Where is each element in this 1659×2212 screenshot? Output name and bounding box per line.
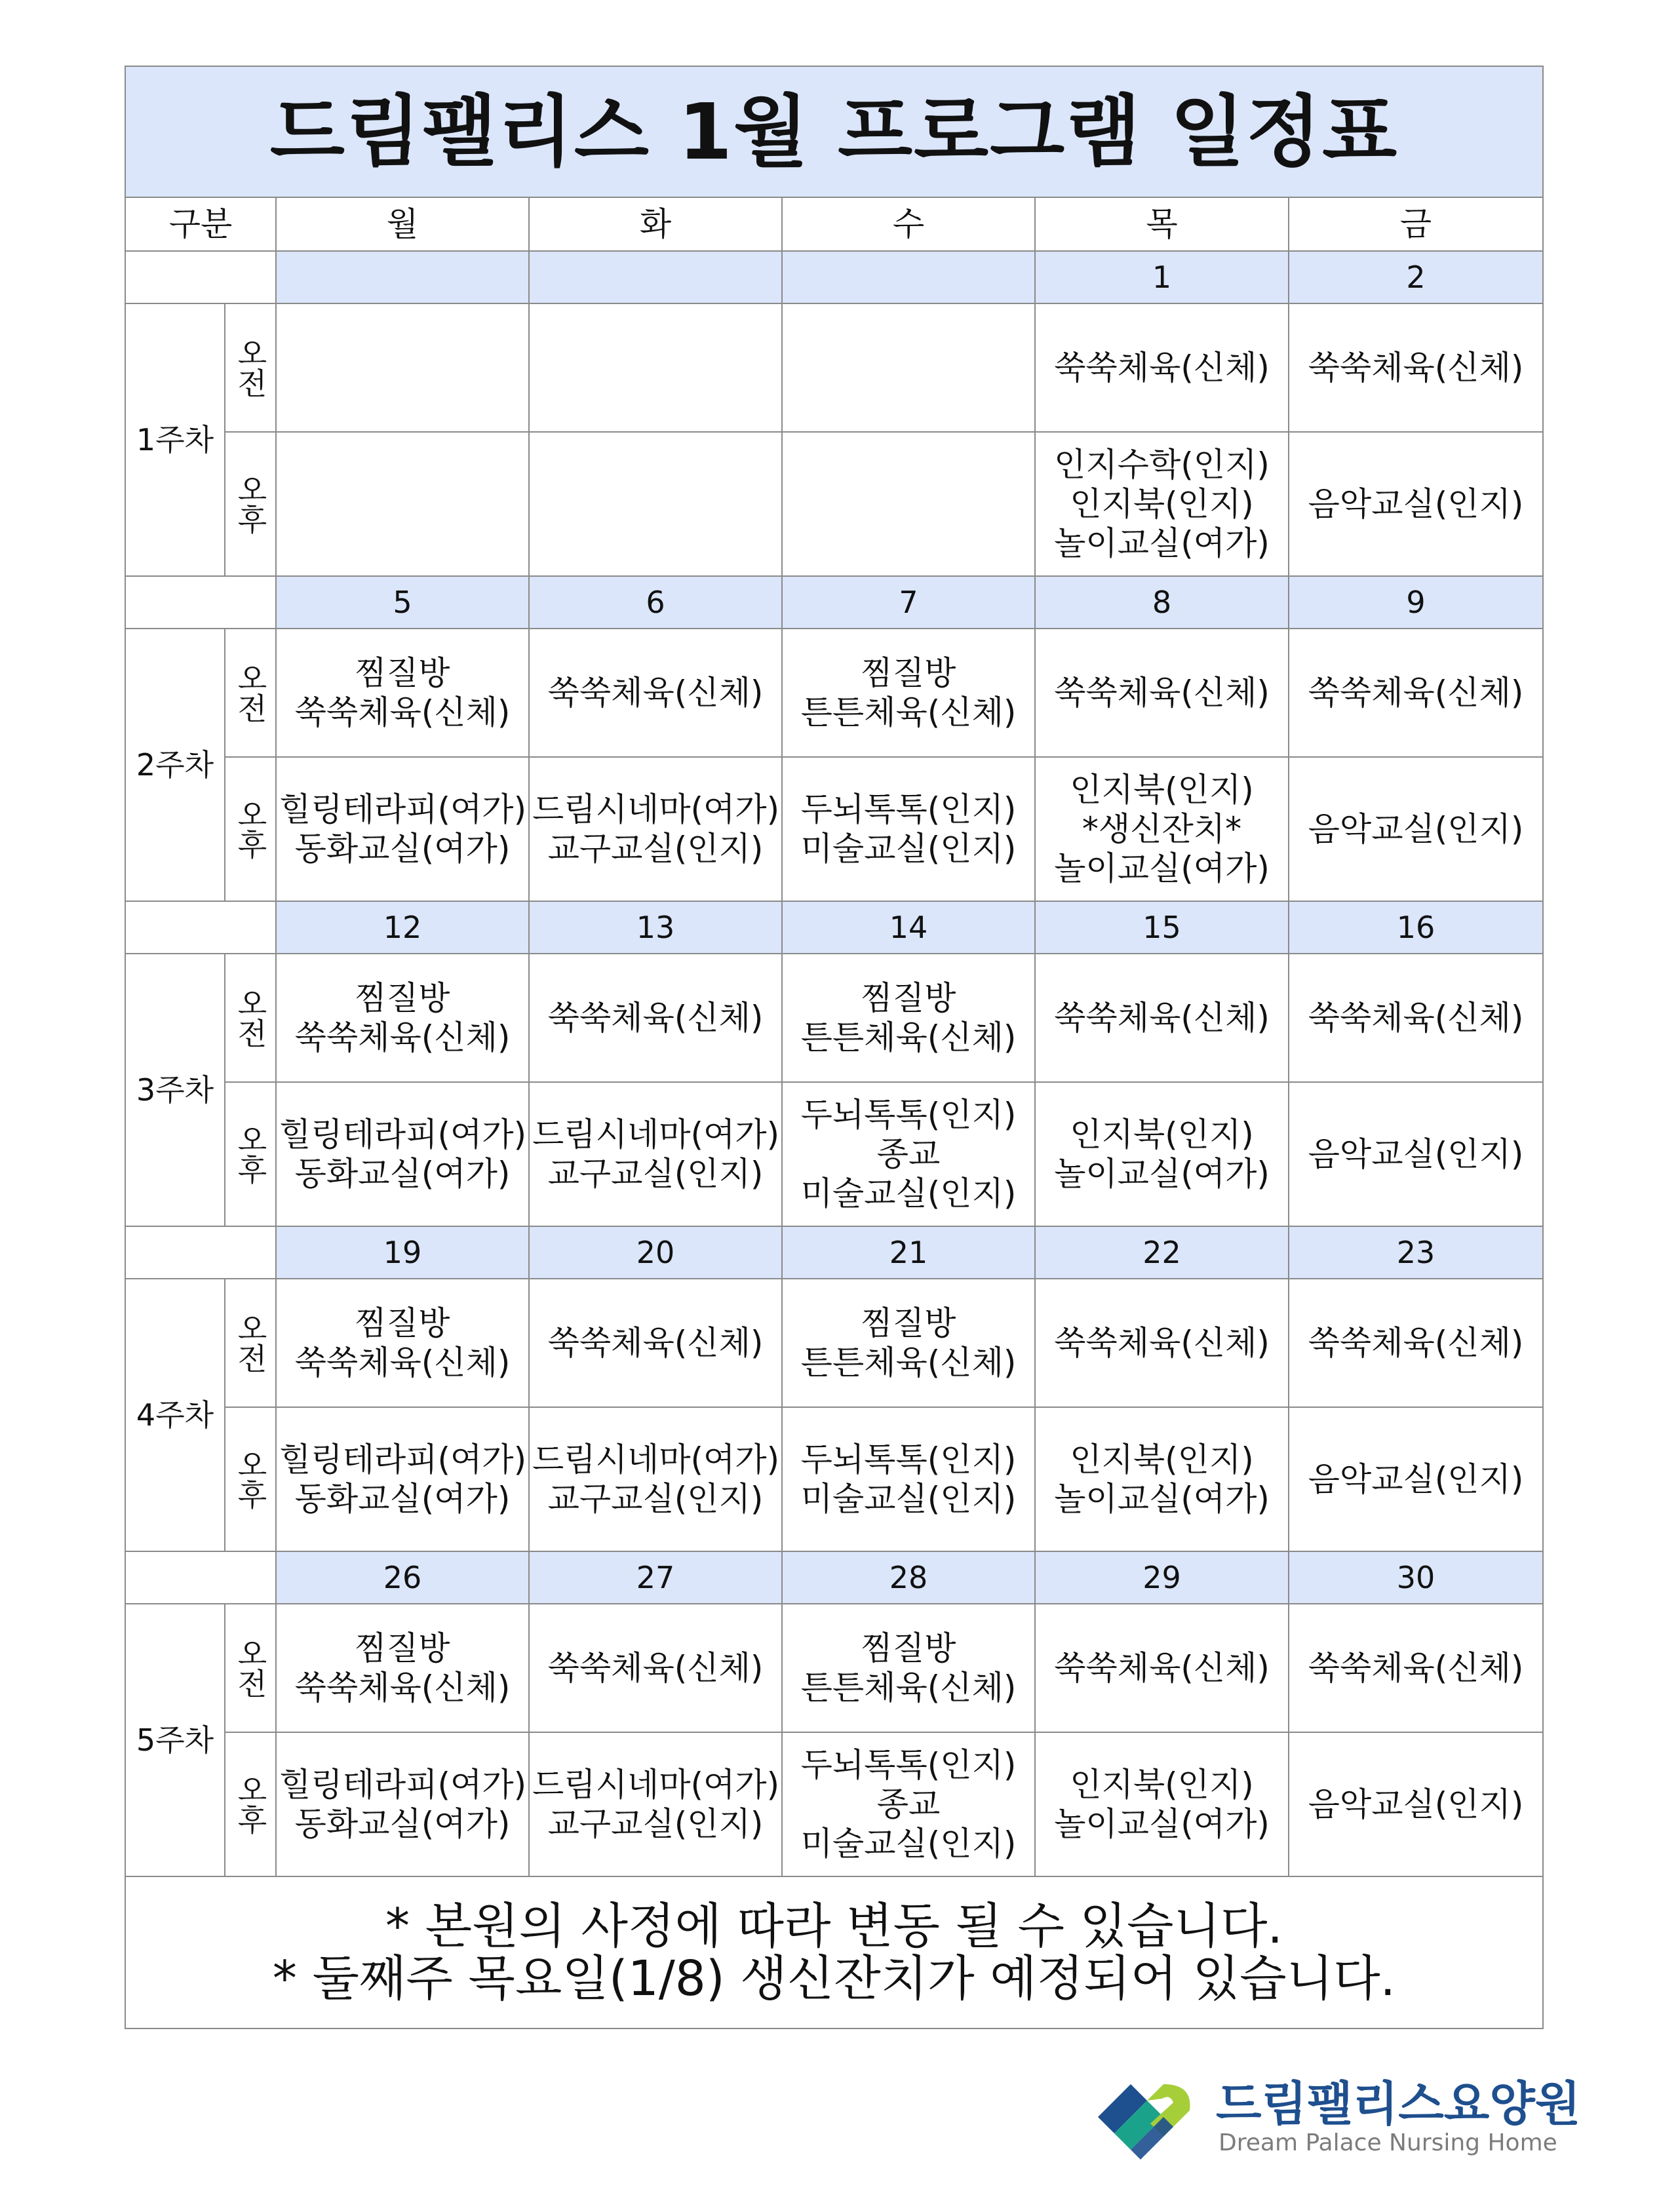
program-cell xyxy=(782,1279,1035,1407)
program-entry: 종교 xyxy=(876,1785,941,1823)
period-am-label: 오전 xyxy=(225,1604,276,1732)
program-entry: 놀이교실(여가) xyxy=(1054,1805,1270,1843)
program-entry: 튼튼체육(신체) xyxy=(800,1019,1017,1057)
program-cell xyxy=(1035,1732,1289,1876)
week-label: 4주차 xyxy=(125,1279,225,1551)
program-entry: 쑥쑥체육(신체) xyxy=(1308,1649,1524,1687)
program-entry: 찜질방 xyxy=(355,654,450,692)
date-cell: 30 xyxy=(1289,1551,1543,1604)
program-cell xyxy=(782,432,1035,576)
logo xyxy=(1085,2071,1581,2163)
program-cell xyxy=(782,303,1035,432)
program-entry: 찜질방 xyxy=(355,1304,450,1342)
period-am-label: 오전 xyxy=(225,954,276,1082)
program-cell xyxy=(529,432,782,576)
logo-heart-icon xyxy=(1085,2071,1203,2163)
program-entry: 힐링테라피(여가) xyxy=(279,1116,527,1154)
program-cell xyxy=(276,954,529,1082)
program-entry: 찜질방 xyxy=(355,979,450,1017)
program-cell xyxy=(276,1082,529,1226)
date-cell: 16 xyxy=(1289,901,1543,954)
program-cell xyxy=(276,1732,529,1876)
program-entry: 쑥쑥체육(신체) xyxy=(294,1669,511,1707)
program-entry: 드림시네마(여가) xyxy=(532,1441,780,1479)
program-cell xyxy=(529,954,782,1082)
program-entry: 쑥쑥체육(신체) xyxy=(294,1344,511,1382)
program-entry: 드림시네마(여가) xyxy=(532,790,780,828)
week-label: 5주차 xyxy=(125,1604,225,1876)
program-entry: 놀이교실(여가) xyxy=(1054,524,1270,562)
program-entry: 교구교실(인지) xyxy=(547,830,764,868)
day-header-tue: 화 xyxy=(529,197,782,251)
program-cell xyxy=(1035,1279,1289,1407)
program-entry: 튼튼체육(신체) xyxy=(800,1344,1017,1382)
program-cell xyxy=(1289,1279,1543,1407)
program-entry: 인지북(인지) xyxy=(1070,771,1254,809)
program-cell xyxy=(1289,1082,1543,1226)
program-cell xyxy=(782,1082,1035,1226)
date-cell: 7 xyxy=(782,576,1035,629)
program-entry: 쑥쑥체육(신체) xyxy=(1308,999,1524,1037)
program-cell xyxy=(1035,1082,1289,1226)
program-cell xyxy=(276,303,529,432)
date-cell: 8 xyxy=(1035,576,1289,629)
program-entry: 동화교실(여가) xyxy=(294,1155,511,1193)
program-entry: 쑥쑥체육(신체) xyxy=(1308,349,1524,387)
note-line: * 둘째주 목요일(1/8) 생신잔치가 예정되어 있습니다. xyxy=(272,1950,1396,2007)
program-entry: 찜질방 xyxy=(861,979,956,1017)
program-cell xyxy=(782,954,1035,1082)
program-entry: 쑥쑥체육(신체) xyxy=(294,1019,511,1057)
program-cell xyxy=(1035,432,1289,576)
date-cell: 27 xyxy=(529,1551,782,1604)
program-cell xyxy=(782,1407,1035,1551)
program-entry: 튼튼체육(신체) xyxy=(800,693,1017,731)
date-cell: 6 xyxy=(529,576,782,629)
program-entry: 힐링테라피(여가) xyxy=(279,790,527,828)
program-entry: 인지북(인지) xyxy=(1070,1441,1254,1479)
program-cell xyxy=(276,1407,529,1551)
program-cell xyxy=(1035,629,1289,757)
program-entry: 음악교실(인지) xyxy=(1308,1135,1524,1173)
date-cell: 14 xyxy=(782,901,1035,954)
program-cell xyxy=(1289,432,1543,576)
program-entry: 인지북(인지) xyxy=(1070,485,1254,523)
date-cell: 5 xyxy=(276,576,529,629)
program-cell xyxy=(529,303,782,432)
program-cell xyxy=(529,1732,782,1876)
date-cell: 28 xyxy=(782,1551,1035,1604)
program-cell xyxy=(1289,757,1543,901)
note-line: * 본원의 사정에 따라 변동 될 수 있습니다. xyxy=(385,1898,1283,1954)
date-cell: 19 xyxy=(276,1226,529,1279)
date-cell: 26 xyxy=(276,1551,529,1604)
program-entry: 놀이교실(여가) xyxy=(1054,1155,1270,1193)
program-cell xyxy=(782,1604,1035,1732)
program-cell xyxy=(1289,1604,1543,1732)
program-cell xyxy=(1289,1407,1543,1551)
date-cell xyxy=(529,251,782,303)
day-header-wed: 수 xyxy=(782,197,1035,251)
program-cell xyxy=(276,757,529,901)
program-cell xyxy=(782,629,1035,757)
program-entry: 교구교실(인지) xyxy=(547,1805,764,1843)
program-cell xyxy=(276,629,529,757)
program-entry: 미술교실(인지) xyxy=(800,1825,1017,1863)
program-entry: 두뇌톡톡(인지) xyxy=(800,1746,1017,1784)
program-entry: 동화교실(여가) xyxy=(294,1805,511,1843)
program-entry: 드림시네마(여가) xyxy=(532,1766,780,1804)
logo-name: 드림팰리스요양원 xyxy=(1216,2076,1581,2131)
date-cell xyxy=(782,251,1035,303)
date-cell: 15 xyxy=(1035,901,1289,954)
program-entry: 인지수학(인지) xyxy=(1054,446,1270,484)
program-cell xyxy=(529,1082,782,1226)
period-am-label: 오전 xyxy=(225,1279,276,1407)
period-am-label: 오전 xyxy=(225,303,276,432)
program-cell xyxy=(1035,1604,1289,1732)
program-cell xyxy=(1289,1732,1543,1876)
program-cell xyxy=(1289,954,1543,1082)
period-pm-label: 오후 xyxy=(225,1732,276,1876)
program-entry: 음악교실(인지) xyxy=(1308,1785,1524,1823)
program-cell xyxy=(1035,757,1289,901)
date-cell: 29 xyxy=(1035,1551,1289,1604)
program-entry: 찜질방 xyxy=(861,654,956,692)
program-cell xyxy=(276,1604,529,1732)
program-entry: 음악교실(인지) xyxy=(1308,1460,1524,1498)
program-entry: 힐링테라피(여가) xyxy=(279,1766,527,1804)
program-entry: *생신잔치* xyxy=(1082,810,1242,848)
page-title: 드림팰리스 1월 프로그램 일정표 xyxy=(125,66,1543,197)
program-entry: 쑥쑥체육(신체) xyxy=(1054,1324,1270,1362)
program-entry: 미술교실(인지) xyxy=(800,1480,1017,1518)
period-pm-label: 오후 xyxy=(225,1407,276,1551)
program-entry: 놀이교실(여가) xyxy=(1054,849,1270,887)
date-cell: 23 xyxy=(1289,1226,1543,1279)
program-entry: 동화교실(여가) xyxy=(294,830,511,868)
program-cell xyxy=(782,757,1035,901)
date-row-spacer xyxy=(125,901,276,954)
program-entry: 놀이교실(여가) xyxy=(1054,1480,1270,1518)
category-header: 구분 xyxy=(125,197,276,251)
program-cell xyxy=(529,1604,782,1732)
day-header-fri: 금 xyxy=(1289,197,1543,251)
program-entry: 미술교실(인지) xyxy=(800,830,1017,868)
logo-subtitle: Dream Palace Nursing Home xyxy=(1219,2129,1557,2156)
date-cell xyxy=(276,251,529,303)
program-entry: 힐링테라피(여가) xyxy=(279,1441,527,1479)
program-entry: 종교 xyxy=(876,1135,941,1173)
program-cell xyxy=(1035,954,1289,1082)
date-cell: 22 xyxy=(1035,1226,1289,1279)
program-entry: 두뇌톡톡(인지) xyxy=(800,1441,1017,1479)
day-header-mon: 월 xyxy=(276,197,529,251)
program-cell xyxy=(529,1279,782,1407)
program-entry: 쑥쑥체육(신체) xyxy=(547,674,764,712)
program-entry: 찜질방 xyxy=(355,1629,450,1667)
day-header-thu: 목 xyxy=(1035,197,1289,251)
period-pm-label: 오후 xyxy=(225,1082,276,1226)
date-row-spacer xyxy=(125,576,276,629)
week-label: 1주차 xyxy=(125,303,225,576)
date-cell: 9 xyxy=(1289,576,1543,629)
program-entry: 인지북(인지) xyxy=(1070,1116,1254,1154)
program-entry: 쑥쑥체육(신체) xyxy=(294,693,511,731)
program-cell xyxy=(529,1407,782,1551)
date-row-spacer xyxy=(125,1551,276,1604)
date-cell: 20 xyxy=(529,1226,782,1279)
program-entry: 드림시네마(여가) xyxy=(532,1116,780,1154)
program-cell xyxy=(276,1279,529,1407)
program-entry: 쑥쑥체육(신체) xyxy=(547,1324,764,1362)
notes xyxy=(125,1876,1543,2028)
program-entry: 음악교실(인지) xyxy=(1308,485,1524,523)
program-entry: 쑥쑥체육(신체) xyxy=(547,999,764,1037)
period-pm-label: 오후 xyxy=(225,432,276,576)
date-cell: 21 xyxy=(782,1226,1035,1279)
date-row-spacer xyxy=(125,251,276,303)
program-cell xyxy=(1035,1407,1289,1551)
date-row-spacer xyxy=(125,1226,276,1279)
date-cell: 1 xyxy=(1035,251,1289,303)
week-label: 2주차 xyxy=(125,629,225,901)
program-entry: 동화교실(여가) xyxy=(294,1480,511,1518)
program-entry: 쑥쑥체육(신체) xyxy=(1308,1324,1524,1362)
program-entry: 쑥쑥체육(신체) xyxy=(547,1649,764,1687)
schedule-table xyxy=(125,66,1544,2029)
program-entry: 음악교실(인지) xyxy=(1308,810,1524,848)
program-cell xyxy=(529,757,782,901)
program-cell xyxy=(1289,629,1543,757)
program-entry: 쑥쑥체육(신체) xyxy=(1054,1649,1270,1687)
program-entry: 교구교실(인지) xyxy=(547,1480,764,1518)
program-entry: 미술교실(인지) xyxy=(800,1174,1017,1213)
program-entry: 두뇌톡톡(인지) xyxy=(800,790,1017,828)
program-entry: 찜질방 xyxy=(861,1629,956,1667)
program-cell xyxy=(782,1732,1035,1876)
period-pm-label: 오후 xyxy=(225,757,276,901)
program-cell xyxy=(1035,303,1289,432)
date-cell: 2 xyxy=(1289,251,1543,303)
program-entry: 쑥쑥체육(신체) xyxy=(1054,349,1270,387)
date-cell: 12 xyxy=(276,901,529,954)
period-am-label: 오전 xyxy=(225,629,276,757)
program-entry: 두뇌톡톡(인지) xyxy=(800,1096,1017,1134)
program-entry: 인지북(인지) xyxy=(1070,1766,1254,1804)
program-cell xyxy=(276,432,529,576)
program-entry: 쑥쑥체육(신체) xyxy=(1054,999,1270,1037)
program-entry: 쑥쑥체육(신체) xyxy=(1054,674,1270,712)
date-cell: 13 xyxy=(529,901,782,954)
program-entry: 교구교실(인지) xyxy=(547,1155,764,1193)
week-label: 3주차 xyxy=(125,954,225,1226)
program-cell xyxy=(529,629,782,757)
program-cell xyxy=(1289,303,1543,432)
program-entry: 찜질방 xyxy=(861,1304,956,1342)
program-entry: 쑥쑥체육(신체) xyxy=(1308,674,1524,712)
program-entry: 튼튼체육(신체) xyxy=(800,1669,1017,1707)
